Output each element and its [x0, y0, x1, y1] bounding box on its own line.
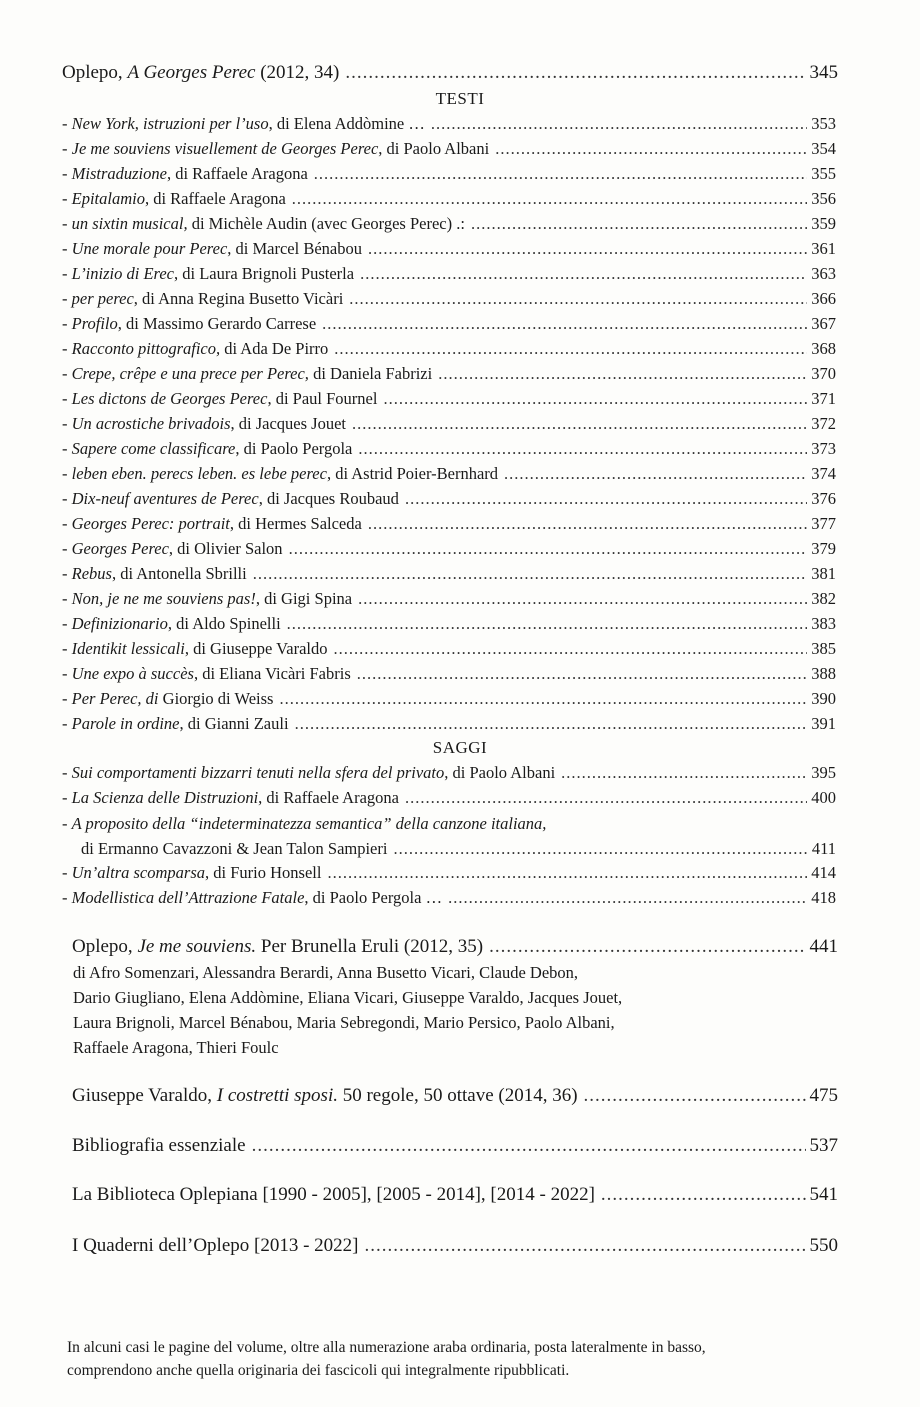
entry-text	[62, 614, 281, 634]
entry-title: A proposito della “indeterminatezza semantica” della canzone italiana,	[71, 814, 547, 833]
entry-dash: -	[62, 214, 72, 233]
testi-entry	[62, 364, 836, 384]
page-number: 379	[811, 539, 836, 558]
page-number: 381	[811, 564, 836, 583]
saggi-entry	[62, 763, 836, 783]
entry-author: di Ada De Pirro	[220, 339, 329, 358]
entry-dash: -	[62, 289, 72, 308]
entry-dash: -	[62, 414, 72, 433]
page-number: 370	[811, 364, 836, 383]
entry-author: , di Gigi Spina	[255, 589, 353, 608]
entry-title: Un’altra scomparsa	[71, 863, 206, 882]
entry-author: , di Antonella Sbrilli	[111, 564, 247, 583]
entry-title: Georges Perec: portrait	[71, 514, 230, 533]
testi-entry	[62, 314, 836, 334]
testi-entry	[62, 514, 836, 534]
entry-dash: -	[62, 189, 72, 208]
leader-dots	[357, 664, 808, 684]
testi-entry	[62, 189, 836, 209]
entry-dash: -	[62, 539, 72, 558]
leader-dots	[561, 763, 807, 783]
entry-text	[62, 788, 399, 808]
entry-author: , di Raffaele Aragona	[258, 788, 399, 807]
entry-title: Epitalamio	[71, 189, 145, 208]
leader-dots	[352, 414, 807, 434]
entry-text: Oplepo, A Georges Perec (2012, 34)	[62, 62, 340, 83]
leader-dots	[405, 788, 807, 808]
entry-dash: -	[62, 139, 72, 158]
authors-line: Raffaele Aragona, Thieri Foulc	[73, 1038, 279, 1057]
leader-dots	[349, 289, 807, 309]
entry-title: Definizionario	[71, 614, 168, 633]
entry-text	[62, 639, 327, 659]
footnote	[67, 1336, 867, 1382]
page-number: 363	[811, 264, 836, 283]
footnote-line: comprendono anche quella originaria dei fascicoli qui integralmente ripubblicati.	[67, 1362, 570, 1379]
authors-line: Dario Giugliano, Elena Addòmine, Eliana Vicari, Giuseppe Varaldo, Jacques Jouet,	[73, 988, 623, 1007]
testi-entry	[62, 239, 836, 259]
entry-title: Parole in ordine	[71, 714, 180, 733]
entry-dash: -	[62, 489, 72, 508]
entry-text	[62, 589, 352, 609]
testi-entry	[62, 164, 836, 184]
entry-text	[62, 514, 362, 534]
page-number: 385	[811, 639, 836, 658]
page-number: 373	[811, 439, 836, 458]
entry-text	[62, 264, 354, 284]
page-number: 359	[811, 214, 836, 233]
entry-dash: -	[62, 239, 72, 258]
page-number: 390	[811, 689, 836, 708]
testi-entry	[62, 664, 836, 684]
testi-entry	[62, 389, 836, 409]
entry-text	[62, 289, 343, 309]
testi-entry	[62, 689, 836, 709]
saggi-entry	[62, 814, 836, 834]
page-number: 411	[811, 839, 836, 858]
leader-dots	[489, 936, 805, 958]
testi-entry	[62, 639, 836, 659]
entry-dash: -	[62, 639, 72, 658]
entry-dash: -	[62, 389, 72, 408]
entry-title: Dix-neuf aventures de Perec	[71, 489, 259, 508]
page-number: 345	[809, 62, 838, 83]
entry-author: , di Raffaele Aragona	[166, 164, 308, 183]
leader-dots	[292, 189, 807, 209]
entry-text	[62, 763, 555, 783]
testi-entry	[62, 439, 836, 459]
entry-text	[62, 239, 362, 259]
entry-author: , di Paolo Albani	[378, 139, 490, 158]
entry-author: , di Laura Brignoli Pusterla	[173, 264, 355, 283]
entry-author: , di Furio Honsell	[205, 863, 322, 882]
entry-title: Non, je ne me souviens pas!	[71, 589, 256, 608]
page-number: 366	[811, 289, 836, 308]
page-number: 441	[809, 936, 838, 957]
entry-text	[62, 464, 498, 484]
page-number: 354	[811, 139, 836, 158]
entry-author: di Michèle Audin (avec Georges Perec) .:	[187, 214, 465, 233]
page-number: 400	[811, 788, 836, 807]
toc-entry-quaderni	[72, 1235, 838, 1257]
entry-title: Je me souviens visuellement de Georges Perec	[71, 139, 379, 158]
entry-text	[62, 164, 308, 184]
entry-title: per perec	[71, 289, 134, 308]
saggi-entry	[81, 839, 836, 859]
testi-entry	[62, 289, 836, 309]
entry-dash: -	[62, 339, 72, 358]
entry-dash: -	[62, 788, 72, 807]
entry-author: , di Paul Fournel	[267, 389, 378, 408]
testi-entry	[62, 589, 836, 609]
entry-author: , di Astrid Poier-Bernhard	[326, 464, 499, 483]
entry-title: leben eben. perecs leben. es lebe perec	[71, 464, 327, 483]
leader-dots	[495, 139, 807, 159]
leader-dots	[253, 564, 808, 584]
entry-title: Profilo	[71, 314, 118, 333]
leader-dots	[289, 539, 808, 559]
testi-entry	[62, 539, 836, 559]
entry-text	[62, 214, 465, 234]
leader-dots	[360, 264, 807, 284]
entry-text: I Quaderni dell’Oplepo [2013 - 2022]	[72, 1235, 359, 1256]
entry-dash: -	[62, 164, 72, 183]
leader-dots	[383, 389, 807, 409]
leader-dots	[601, 1184, 806, 1206]
testi-entry	[62, 214, 836, 234]
entry-text: Giuseppe Varaldo, I costretti sposi. 50 regole, 50 ottave (2014, 36)	[72, 1085, 578, 1106]
authors-line: Laura Brignoli, Marcel Bénabou, Maria Sebregondi, Mario Persico, Paolo Albani,	[73, 1013, 615, 1032]
leader-dots	[448, 888, 807, 908]
page-number: 372	[811, 414, 836, 433]
page-number: 395	[811, 763, 836, 782]
testi-entry	[62, 339, 836, 359]
entry-title: Un acrostiche brivadois	[71, 414, 231, 433]
page-number: 367	[811, 314, 836, 333]
entry-dash: -	[62, 863, 72, 882]
entry-text	[81, 839, 387, 859]
entry-text	[62, 564, 247, 584]
testi-entry	[62, 464, 836, 484]
page-number: 383	[811, 614, 836, 633]
page-number: 391	[811, 714, 836, 733]
entry-text	[62, 189, 286, 209]
page-number: 355	[811, 164, 836, 183]
entry-dash: -	[62, 763, 72, 782]
leader-dots	[327, 863, 807, 883]
entry-author: , di Marcel Bénabou	[227, 239, 362, 258]
leader-dots	[368, 514, 807, 534]
entry-text: La Biblioteca Oplepiana [1990 - 2005], [2005 - 2014], [2014 - 2022]	[72, 1184, 595, 1205]
entry-author: , di Gianni Zauli	[179, 714, 289, 733]
entry-text	[62, 863, 321, 883]
entry-dash: -	[62, 714, 72, 733]
leader-dots	[295, 714, 808, 734]
entry-author: di Daniela Fabrizi	[308, 364, 433, 383]
entry-title: Mistraduzione	[71, 164, 167, 183]
entry-text	[62, 114, 425, 134]
page-number: 376	[811, 489, 836, 508]
entry-text	[62, 539, 283, 559]
toc-entry-bibliografia	[72, 1135, 838, 1157]
entry-dash: -	[62, 514, 72, 533]
entry-author: , di Jacques Jouet	[230, 414, 346, 433]
entry-text	[62, 414, 346, 434]
entry-author: , di Eliana Vicàri Fabris	[193, 664, 351, 683]
testi-entry	[62, 489, 836, 509]
leader-dots	[405, 489, 807, 509]
page-number: 368	[811, 339, 836, 358]
entry-title: Georges Perec	[71, 539, 169, 558]
entry-text	[62, 814, 546, 834]
page-number: 541	[809, 1184, 838, 1205]
entry-text	[62, 139, 489, 159]
leader-dots	[584, 1085, 806, 1107]
entry-author: , di Aldo Spinelli	[167, 614, 281, 633]
entry-title: Sapere come classificare	[71, 439, 236, 458]
entry-dash: -	[62, 664, 72, 683]
testi-entry	[62, 614, 836, 634]
entry-dash: -	[62, 464, 72, 483]
toc-entry-a-georges-perec	[62, 62, 838, 84]
entry-dash: -	[62, 364, 72, 383]
leader-dots	[287, 614, 808, 634]
entry-text	[62, 714, 289, 734]
entry-title: Identikit lessicali	[71, 639, 185, 658]
page-number: 550	[809, 1235, 838, 1256]
page-number: 361	[811, 239, 836, 258]
entry-author: , di Elena Addòmine …	[268, 114, 425, 133]
leader-dots	[252, 1135, 806, 1157]
entry-dash: -	[62, 614, 72, 633]
testi-entry	[62, 414, 836, 434]
entry-title: Per Perec, di	[71, 689, 159, 708]
toc-entry-biblioteca-oplepiana	[72, 1184, 838, 1206]
entry-author: , di Olivier Salon	[168, 539, 283, 558]
page-number: 414	[811, 863, 836, 882]
testi-entry	[62, 139, 836, 159]
entry-title: New York, istruzioni per l’uso	[71, 114, 269, 133]
testi-entry	[62, 114, 836, 134]
section-heading-testi: TESTI	[435, 89, 485, 108]
page-number: 353	[811, 114, 836, 133]
toc-entry-je-me-souviens	[72, 936, 838, 958]
entry-title: Une expo à succès	[71, 664, 194, 683]
entry-text	[62, 888, 442, 908]
saggi-entry	[62, 863, 836, 883]
entry-dash: -	[62, 264, 72, 283]
entry-author: , di Hermes Salceda	[229, 514, 362, 533]
entry-author: , di Raffaele Aragona	[144, 189, 286, 208]
entry-text	[62, 389, 377, 409]
saggi-entry	[62, 888, 836, 908]
page-number: 371	[811, 389, 836, 408]
page-number: 377	[811, 514, 836, 533]
entry-text	[62, 314, 316, 334]
leader-dots	[393, 839, 807, 859]
leader-dots	[438, 364, 807, 384]
entry-author: , di Giuseppe Varaldo	[184, 639, 328, 658]
entry-title: Modellistica dell’Attrazione Fatale	[71, 888, 305, 907]
saggi-entry	[62, 788, 836, 808]
leader-dots	[345, 62, 805, 84]
leader-dots	[322, 314, 807, 334]
leader-dots	[279, 689, 807, 709]
entry-author: di Ermanno Cavazzoni & Jean Talon Sampieri	[81, 839, 388, 858]
entry-title: Racconto pittografico,	[71, 339, 221, 358]
page-number: 418	[811, 888, 836, 907]
section-heading-saggi: SAGGI	[432, 738, 488, 757]
entry-author: , di Paolo Pergola	[235, 439, 353, 458]
entry-text: Oplepo, Je me souviens. Per Brunella Eruli (2012, 35)	[72, 936, 484, 957]
page-number: 382	[811, 589, 836, 608]
leader-dots	[358, 439, 807, 459]
entry-text	[62, 489, 399, 509]
entry-author: , di Paolo Pergola …	[304, 888, 443, 907]
entry-dash: -	[62, 314, 72, 333]
entry-title: Une morale pour Perec	[71, 239, 228, 258]
leader-dots	[358, 589, 807, 609]
entry-dash: -	[62, 589, 72, 608]
entry-dash: -	[62, 814, 72, 833]
page-number: 374	[811, 464, 836, 483]
testi-entry	[62, 714, 836, 734]
entry-dash: -	[62, 888, 72, 907]
footnote-line: In alcuni casi le pagine del volume, oltre alla numerazione araba ordinaria, posta lateralmente in basso,	[67, 1339, 706, 1356]
leader-dots	[471, 214, 807, 234]
entry-title: L’inizio di Erec	[71, 264, 174, 283]
toc-entry-costretti-sposi	[72, 1085, 838, 1107]
authors-line: di Afro Somenzari, Alessandra Berardi, Anna Busetto Vicari, Claude Debon,	[73, 963, 579, 982]
entry-dash: -	[62, 439, 72, 458]
testi-entry	[62, 264, 836, 284]
entry-author: , di Paolo Albani	[444, 763, 556, 782]
entry-text	[62, 689, 273, 709]
page-number: 537	[809, 1135, 838, 1156]
entry-title: Rebus	[71, 564, 112, 583]
entry-text: Bibliografia essenziale	[72, 1135, 246, 1156]
entry-text	[62, 364, 432, 384]
entry-author: Giorgio di Weiss	[158, 689, 274, 708]
entry-dash: -	[62, 689, 72, 708]
leader-dots	[333, 639, 807, 659]
entry-title: Crepe, crêpe e una prece per Perec,	[71, 364, 309, 383]
entry-author: , di Jacques Roubaud	[258, 489, 399, 508]
entry-title: Les dictons de Georges Perec	[71, 389, 268, 408]
leader-dots	[365, 1235, 806, 1257]
entry-title: La Scienza delle Distruzioni	[71, 788, 259, 807]
leader-dots	[334, 339, 807, 359]
page-number: 356	[811, 189, 836, 208]
leader-dots	[368, 239, 807, 259]
entry-text	[62, 439, 352, 459]
entry-title: Sui comportamenti bizzarri tenuti nella sfera del privato	[71, 763, 445, 782]
testi-entry	[62, 564, 836, 584]
entry-text	[62, 339, 328, 359]
page-number: 475	[809, 1085, 838, 1106]
leader-dots	[504, 464, 807, 484]
entry-dash: -	[62, 564, 72, 583]
entry-author: , di Anna Regina Busetto Vicàri	[133, 289, 344, 308]
entry-dash: -	[62, 114, 72, 133]
entry-author: , di Massimo Gerardo Carrese	[117, 314, 317, 333]
leader-dots	[314, 164, 807, 184]
entry-text	[62, 664, 351, 684]
page-number: 388	[811, 664, 836, 683]
entry-title: un sixtin musical,	[71, 214, 188, 233]
leader-dots	[431, 114, 807, 134]
